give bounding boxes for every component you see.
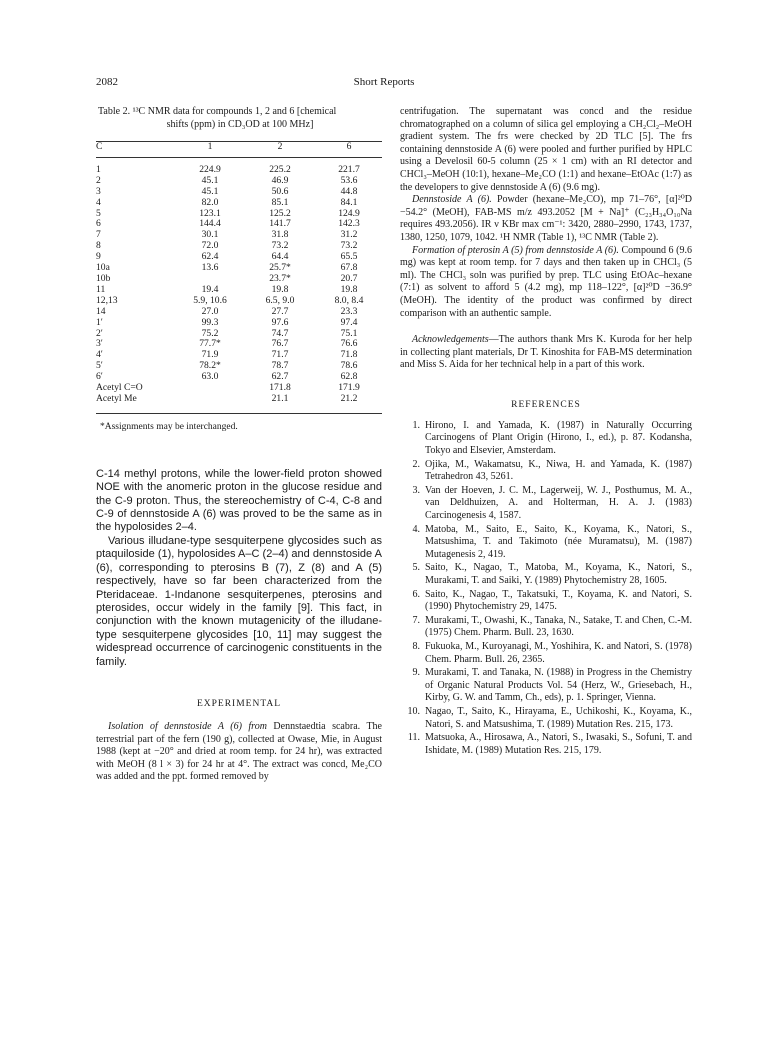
- carbon-label: 4′: [96, 349, 103, 361]
- shift-value: 44.8: [340, 185, 358, 197]
- shift-value: 71.7: [271, 349, 289, 361]
- shift-value: 84.1: [340, 196, 358, 208]
- table-row: [96, 187, 382, 198]
- reference-item: [400, 589, 692, 614]
- table-row: [96, 252, 382, 263]
- reference-item: [400, 562, 692, 587]
- shift-value: 142.3: [338, 218, 360, 230]
- reference-text: Matoba, M., Saito, E., Saito, K., Koyama, K., Natori, S., Matsushima, T. and Takimoto (née Muramatsu), M. (1987) Mutagenesis 2, 419.: [425, 523, 692, 560]
- reference-item: [400, 667, 692, 705]
- shift-value: 124.9: [338, 207, 360, 219]
- paragraph: Various illudane-type sesquiterpene glycosides such as ptaquiloside (1), hypolosides A–C (2–4) and dennstoside A (6), corresponding to pterosins B (7), Z (8) and A (5) respectively, have so far been characterized from the Pteridaceae. 1-Indanone sesquiterpenes, pterosins and pterosides, occur widely in the family [9]. This fact, in conjunction with the known mutagenicity of the illudane-type sesquiterpene glycosides [10, 11] may suggest the widespread occurrence of carcinogenic constituents in the family.: [96, 534, 382, 668]
- shift-value: 62.7: [271, 371, 289, 383]
- shift-value: 21.1: [271, 392, 289, 404]
- table-row: [96, 198, 382, 209]
- shift-value: 27.0: [201, 305, 219, 317]
- carbon-label: 3: [96, 185, 101, 197]
- shift-value: 71.9: [201, 349, 219, 361]
- shift-value: 144.4: [199, 218, 221, 230]
- reference-item: [400, 615, 692, 640]
- shift-value: 64.4: [271, 251, 289, 263]
- shift-value: 63.0: [201, 371, 219, 383]
- carbon-label: 3′: [96, 338, 103, 350]
- table-row: [96, 241, 382, 252]
- reference-item: [400, 459, 692, 484]
- carbon-label: Acetyl Me: [96, 392, 137, 404]
- shift-value: 75.1: [340, 327, 358, 339]
- running-head: Short Reports: [353, 76, 415, 88]
- table-column-header: 6: [346, 141, 352, 152]
- table-row: [96, 263, 382, 274]
- shift-value: 224.9: [199, 163, 221, 175]
- table-row: [96, 394, 382, 405]
- shift-value: 20.7: [340, 272, 358, 284]
- shift-value: 171.9: [338, 382, 360, 394]
- table-row: [96, 176, 382, 187]
- carbon-label: 1: [96, 163, 101, 175]
- table-header-row: [96, 142, 382, 153]
- reference-number: 11.: [407, 732, 420, 744]
- shift-value: 77.7*: [199, 338, 221, 350]
- shift-value: 31.8: [271, 229, 289, 241]
- reference-item: [400, 641, 692, 666]
- carbon-label: 5: [96, 207, 101, 219]
- reference-text: Matsuoka, A., Hirosawa, A., Natori, S., Iwasaki, S., Sofuni, T. and Ishidate, M. (1989) Mutation Res. 215, 179.: [425, 732, 692, 756]
- isolation-paragraph: [96, 721, 382, 784]
- table-header-rule: [96, 157, 382, 158]
- shift-value: 71.8: [340, 349, 358, 361]
- pterosin-paragraph: [400, 245, 692, 321]
- shift-value: 62.8: [340, 371, 358, 383]
- shift-value: 45.1: [201, 185, 219, 197]
- table-row: [96, 318, 382, 329]
- reference-text: Murakami, T., Owashi, K., Tanaka, N., Satake, T. and Chen, C.-M. (1975) Chem. Pharm. Bull. 23, 1630.: [425, 614, 692, 639]
- shift-value: 19.8: [340, 283, 358, 295]
- table-column-header: 1: [207, 141, 213, 152]
- shift-value: 73.2: [340, 240, 358, 252]
- shift-value: 50.6: [271, 185, 289, 197]
- table-row: [96, 339, 382, 350]
- reference-text: Murakami, T. and Tanaka, N. (1988) in Progress in the Chemistry of Organic Natural Products Vol. 54 (Herz, W., Griesebach, H., Kirby, G. W. and Tamm, Ch., eds), p. 1. Springer, Vienna.: [425, 667, 692, 704]
- shift-value: 99.3: [201, 316, 219, 328]
- reference-text: Fukuoka, M., Kuroyanagi, M., Yoshihira, K. and Natori, S. (1978) Chem. Pharm. Bull. 26, 2365.: [425, 640, 692, 665]
- shift-value: 6.5, 9.0: [265, 294, 295, 306]
- table-row: [96, 165, 382, 176]
- table-row: [96, 230, 382, 241]
- shift-value: 45.1: [201, 174, 219, 186]
- shift-value: 78.6: [340, 360, 358, 372]
- shift-value: 65.5: [340, 251, 358, 263]
- reference-number: 6.: [412, 588, 420, 600]
- table-bottom-rule: [96, 413, 382, 414]
- shift-value: 27.7: [271, 305, 289, 317]
- table-row: [96, 383, 382, 394]
- reference-text: Van der Hoeven, J. C. M., Lagerweij, W. J., Posthumus, M. A., van Deldhuizen, A. and Holterman, H. A. J. (1983) Carcinogenesis 4, 1587.: [425, 484, 692, 522]
- table-row: [96, 361, 382, 372]
- table-row: [96, 219, 382, 230]
- dennstoside-lead: Dennstoside A (6).: [412, 194, 492, 206]
- shift-value: 82.0: [201, 196, 219, 208]
- shift-value: 85.1: [271, 196, 289, 208]
- isolation-lead: Isolation of dennstoside A (6) from: [108, 720, 267, 732]
- table-footnote: *Assignments may be interchanged.: [100, 421, 238, 432]
- shift-value: 5.9, 10.6: [193, 294, 227, 306]
- nmr-table-body: [96, 165, 382, 405]
- shift-value: 19.4: [201, 283, 219, 295]
- carbon-label: 1′: [96, 316, 103, 328]
- table-caption-line2: shifts (ppm) in CD₃OD at 100 MHz]: [166, 118, 314, 130]
- shift-value: 171.8: [269, 382, 291, 394]
- acknowledgements-lead: Acknowledgements: [412, 334, 489, 346]
- reference-number: 3.: [412, 484, 420, 496]
- carbon-label: 2′: [96, 327, 103, 339]
- dennstoside-body: Powder (hexane–Me₂CO), mp 71–76°, [α]²⁰D −54.2° (MeOH), FAB-MS m/z 493.2052 [M + Na]⁺ (C₂₃H₃₄O₁₀Na requires 493.2056). IR ν KBr max cm⁻¹: 3420, 2880–2990, 1743, 1737, 1380, 1250, 1079, 1042. ¹H NMR (Table 1), ¹³C NMR (Table 2).: [400, 194, 692, 243]
- reference-text: Nagao, T., Saito, K., Hirayama, E., Uchikoshi, K., Koyama, K., Natori, S. and Matsushima, T. (1989) Mutation Res. 215, 173.: [425, 705, 692, 730]
- carbon-label: 11: [96, 283, 106, 295]
- carbon-label: 10a: [96, 262, 110, 274]
- shift-value: 53.6: [340, 174, 358, 186]
- shift-value: 8.0, 8.4: [334, 294, 364, 306]
- carbon-label: 5′: [96, 360, 103, 372]
- carbon-label: 14: [96, 305, 106, 317]
- reference-item: [400, 732, 692, 757]
- table-column-header: 2: [277, 141, 283, 152]
- reference-text: Hirono, I. and Yamada, K. (1987) in Naturally Occurring Carcinogens of Plant Origin (Hirono, I., ed.), p. 87. Kodansha, Tokyo and Elsevier, Amsterdam.: [425, 419, 692, 457]
- shift-value: 97.6: [271, 316, 289, 328]
- shift-value: 30.1: [201, 229, 219, 241]
- shift-value: 76.7: [271, 338, 289, 350]
- carbon-label: 10b: [96, 272, 111, 284]
- shift-value: 23.7*: [269, 272, 291, 284]
- discussion-text: [96, 468, 382, 669]
- reference-item: [400, 485, 692, 523]
- carbon-label: 4: [96, 196, 101, 208]
- acknowledgements: [400, 334, 692, 372]
- shift-value: [176, 394, 244, 405]
- page-number: 2082: [96, 76, 118, 88]
- shift-value: 75.2: [201, 327, 219, 339]
- paragraph: C-14 methyl protons, while the lower-field proton showed NOE with the anomeric proton in the glucose residue and the C-9 proton. Thus, the stereochemistry of C-4, C-8 and C-9 of dennstoside A (6) was proved to be the same as in the hypolosides 2–4.: [96, 467, 382, 534]
- shift-value: 76.6: [340, 338, 358, 350]
- acknowledgements-body: —The authors thank Mrs K. Kuroda for her help in collecting plant materials, Dr T. Kinoshita for FAB-MS determination and Miss S. Aida for her technical help in a part of this work.: [400, 334, 692, 371]
- references-list: [400, 420, 692, 757]
- shift-value: 141.7: [269, 218, 291, 230]
- isolation-body: Dennstaedtia scabra. The terrestrial part of the fern (190 g), collected at Owase, Mie, in August 1988 (kept at −20° and dried at room temp. for 24 hr), was extracted with MeOH (8 l × 3) for 24 hr at 4°. The extract was concd, Me₂CO was added and the ppt. formed removed by: [96, 720, 382, 783]
- shift-value: 25.7*: [269, 262, 291, 274]
- carbon-label: 9: [96, 251, 101, 263]
- reference-number: 5.: [412, 562, 420, 574]
- carbon-label: 6′: [96, 371, 103, 383]
- table-row: [96, 307, 382, 318]
- reference-text: Saito, K., Nagao, T., Matoba, M., Koyama, K., Natori, S., Murakami, T. and Saiki, Y. (1989) Phytochemistry 28, 1605.: [425, 562, 692, 586]
- shift-value: 23.3: [340, 305, 358, 317]
- table-row: [96, 329, 382, 340]
- references-heading: REFERENCES: [511, 399, 581, 410]
- carbon-label: 6: [96, 218, 101, 230]
- paragraph: centrifugation. The supernatant was concd and the residue chromatographed on a column of silica gel employing a CH₂Cl₂–MeOH gradient system. The frs were checked by 2D TLC [5]. The frs containing dennstoside A (6) were pooled and further purified by HPLC using a Develosil 60-5 column (25 × 1 cm) with an RI detector and CHCl₃–MeOH (10:1), hexane–Me₂CO (1:1) and hexane–EtOAc (1:7) as the developers to give dennstoside A (6) (9.6 mg).: [400, 106, 692, 193]
- shift-value: 221.7: [338, 163, 360, 175]
- reference-text: Saito, K., Nagao, T., Takatsuki, T., Koyama, K. and Natori, S. (1990) Phytochemistry 29, 1475.: [425, 588, 692, 613]
- carbon-label: 2: [96, 174, 101, 186]
- reference-number: 4.: [412, 523, 420, 535]
- shift-value: 73.2: [271, 240, 289, 252]
- shift-value: [176, 383, 244, 394]
- shift-value: 78.2*: [199, 360, 221, 372]
- reference-number: 2.: [412, 458, 420, 470]
- reference-item: [400, 524, 692, 562]
- shift-value: 97.4: [340, 316, 358, 328]
- reference-number: 10.: [407, 705, 420, 717]
- table-caption: [96, 106, 382, 131]
- shift-value: 72.0: [201, 240, 219, 252]
- carbon-label: 7: [96, 229, 101, 241]
- shift-value: 67.8: [340, 262, 358, 274]
- reference-number: 9.: [412, 667, 420, 679]
- reference-number: 8.: [412, 640, 420, 652]
- pterosin-lead: Formation of pterosin A (5) from dennstoside A (6).: [412, 244, 619, 256]
- reference-text: Ojika, M., Wakamatsu, K., Niwa, H. and Yamada, K. (1987) Tetrahedron 43, 5261.: [425, 458, 692, 483]
- table-row: [96, 350, 382, 361]
- reference-number: 7.: [412, 614, 420, 626]
- dennstoside-paragraph: [400, 194, 692, 244]
- shift-value: 46.9: [271, 174, 289, 186]
- table-row: [96, 296, 382, 307]
- right-column: [400, 106, 692, 758]
- reference-item: [400, 420, 692, 458]
- carbon-label: Acetyl C=O: [96, 382, 143, 394]
- reference-item: [400, 706, 692, 731]
- table-row: [96, 274, 382, 285]
- table-column-header: C: [96, 141, 103, 152]
- carbon-label: 8: [96, 240, 101, 252]
- shift-value: 125.2: [269, 207, 291, 219]
- shift-value: 225.2: [269, 163, 291, 175]
- shift-value: 78.7: [271, 360, 289, 372]
- carbon-label: 12,13: [96, 294, 118, 306]
- shift-value: 62.4: [201, 251, 219, 263]
- shift-value: 123.1: [199, 207, 221, 219]
- shift-value: 74.7: [271, 327, 289, 339]
- experimental-heading: EXPERIMENTAL: [196, 698, 282, 709]
- pterosin-body: Compound 6 (9.6 mg) was kept at room temp. for 7 days and then taken up in CHCl₃ (5 ml). The CHCl₃ soln was purified by prep. TLC using EtOAc–hexane (7:1) as solvent to afford 5 (4.2 mg), mp 118–122°, [α]²⁰D −36.9° (MeOH). The identity of the product was confirmed by direct comparison with an authentic sample.: [400, 244, 692, 319]
- shift-value: 13.6: [201, 262, 219, 274]
- nmr-table: [96, 142, 382, 153]
- shift-value: 21.2: [340, 392, 358, 404]
- shift-value: 19.8: [271, 283, 289, 295]
- left-column: [96, 106, 382, 784]
- shift-value: 31.2: [340, 229, 358, 241]
- table-caption-line1: Table 2. ¹³C NMR data for compounds 1, 2 and 6 [chemical: [98, 106, 337, 117]
- reference-number: 1.: [412, 419, 420, 431]
